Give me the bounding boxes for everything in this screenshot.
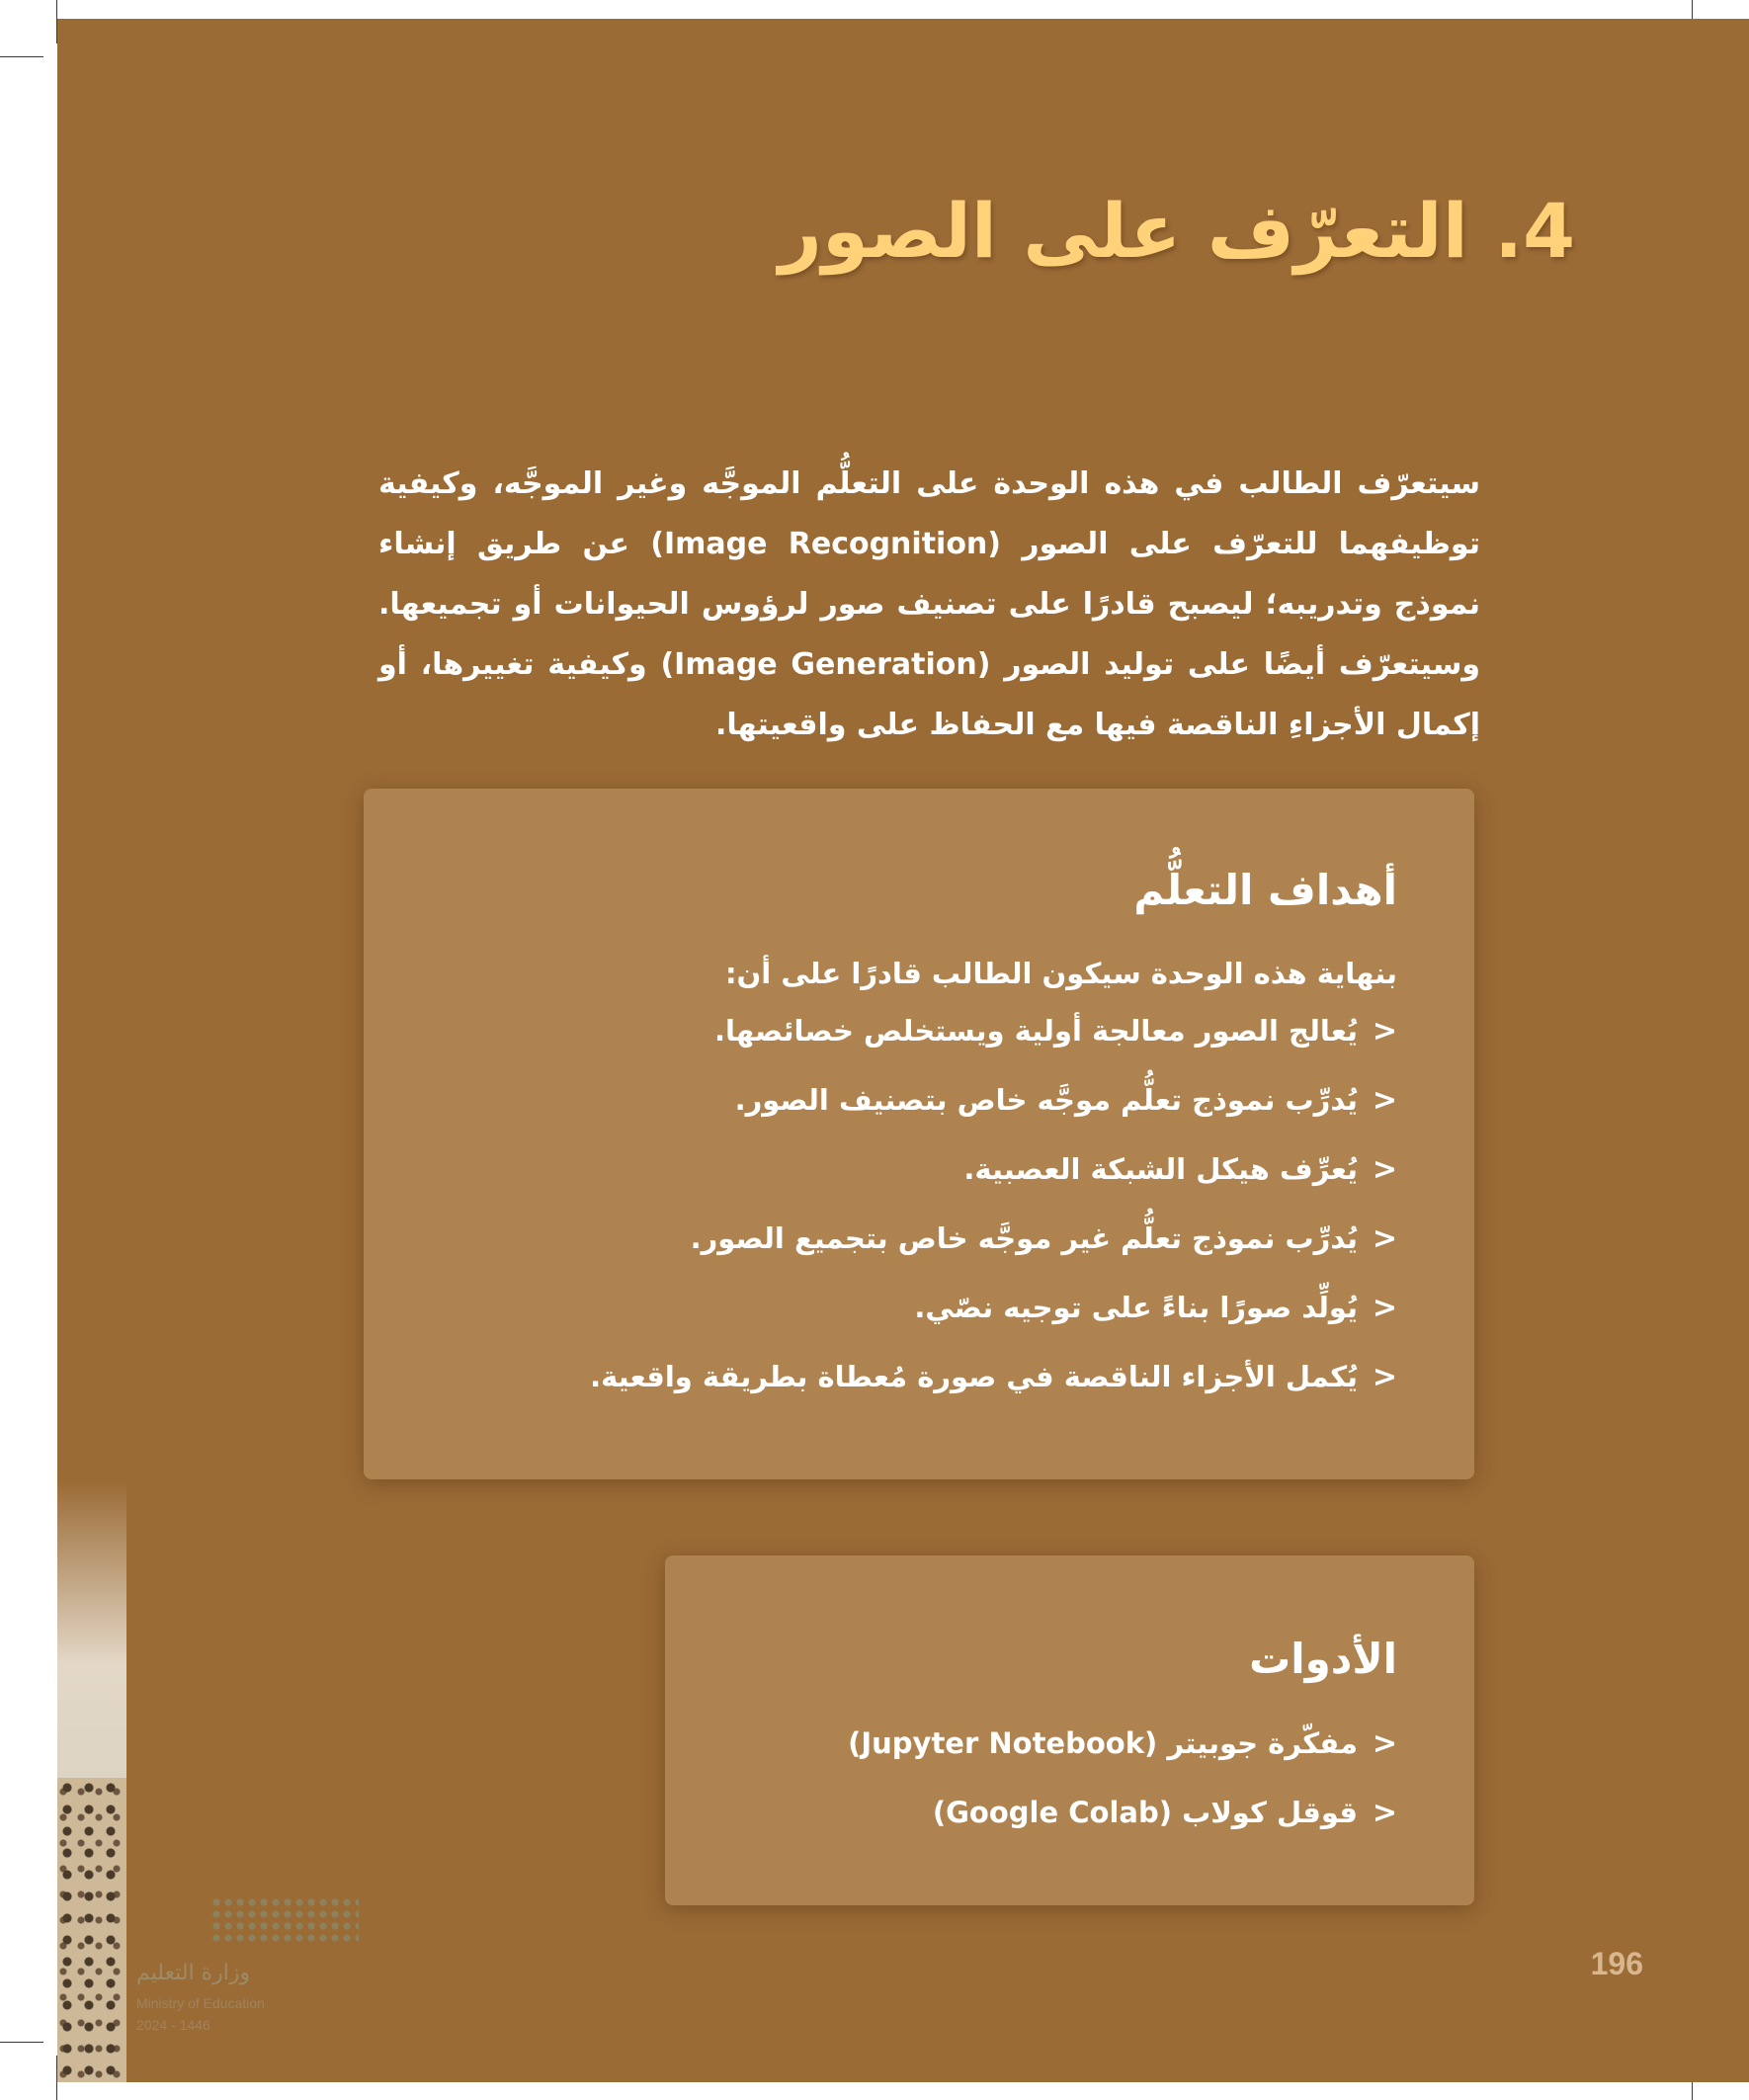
objectives-list [590,996,1397,1411]
tools-panel [665,1555,1474,1905]
chevron-left-icon: < [1372,1013,1397,1049]
tools-heading: الأدوات [1249,1635,1397,1683]
list-item: < مفكّرة جوبيتر (Jupyter Notebook) [848,1725,1397,1761]
chevron-left-icon: < [1372,1220,1397,1256]
list-item: < قوقل كولاب (Google Colab) [932,1795,1397,1830]
chapter-title: 4. التعرّف على الصور [779,187,1575,275]
intro-paragraph: سيتعرّف الطالب في هذه الوحدة على التعلُّم الموجَّه وغير الموجَّه، وكيفية توظيفهما للتعرّف على الصور (Image Recognition) عن طريق إنشاء نموذج وتدريبه؛ ليصبح قادرًا على تصنيف صور لرؤوس الحيوانات أو تجميعها. وسيتعرّف أيضًا على توليد الصور (Image Generation) وكيفية تغييرها، أو إكمال الأجزاءِ الناقصة فيها مع الحفاظ على واقعيتها. [378,466,1480,742]
ministry-year: 2024 - 1446 [136,2017,210,2033]
ministry-name-en: Ministry of Education [136,1995,265,2011]
list-item: < يُعرِّف هيكل الشبكة العصبية. [963,1151,1397,1187]
book-page [57,19,1749,2082]
tools-list [848,1709,1397,1847]
chevron-left-icon: < [1372,1795,1397,1830]
chevron-left-icon: < [1372,1725,1397,1761]
ministry-logo-pattern [210,1896,359,1946]
ministry-logo [97,1896,374,2045]
crop-mark [0,2042,43,2043]
crop-mark [0,56,43,57]
list-item: < يُعالج الصور معالجة أولية ويستخلص خصائصها. [713,1013,1397,1049]
chevron-left-icon: < [1372,1151,1397,1187]
list-item: < يُدرِّب نموذج تعلُّم غير موجَّه خاص بتجميع الصور. [690,1220,1397,1256]
learning-objectives-panel [364,789,1474,1479]
list-item: < يُولِّد صورًا بناءً على توجيه نصّي. [914,1290,1397,1325]
chevron-left-icon: < [1372,1082,1397,1118]
chevron-left-icon: < [1372,1290,1397,1325]
chevron-left-icon: < [1372,1359,1397,1394]
page-number: 196 [1590,1946,1643,1981]
list-item: < يُدرِّب نموذج تعلُّم موجَّه خاص بتصنيف الصور. [734,1082,1397,1118]
objectives-lead: بنهاية هذه الوحدة سيكون الطالب قادرًا على أن: [724,957,1397,990]
list-item: < يُكمل الأجزاء الناقصة في صورة مُعطاة بطريقة واقعية. [590,1359,1397,1394]
objectives-heading: أهداف التعلُّم [1133,866,1397,914]
ministry-name-ar: وزارة التعليم [136,1961,251,1985]
